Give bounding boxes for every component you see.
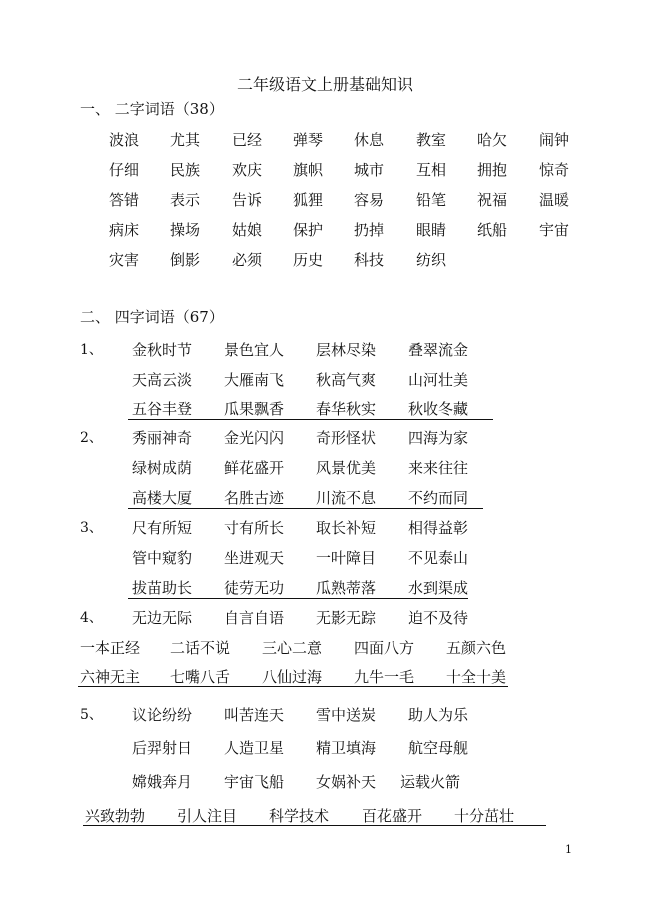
group-number: 5、 — [80, 707, 103, 723]
page-number: 1 — [565, 843, 572, 856]
idiom-item: 寸有所长 — [224, 519, 285, 537]
idiom-item: 航空母舰 — [408, 739, 469, 757]
word-item: 姑娘 — [232, 221, 263, 239]
idiom-item: 一本正经 — [80, 639, 141, 657]
word-item: 惊奇 — [539, 161, 570, 179]
idiom-item: 四海为家 — [408, 429, 469, 447]
idiom-item: 川流不息 — [316, 489, 377, 507]
idiom-item: 尺有所短 — [132, 519, 193, 537]
idiom-item: 瓜熟蒂落 — [316, 579, 377, 597]
idiom-item: 秋收冬藏 — [408, 400, 469, 418]
word-item: 操场 — [170, 221, 201, 239]
word-item: 灾害 — [109, 251, 140, 269]
idiom-item: 科学技术 — [269, 807, 330, 825]
idiom-item: 人造卫星 — [224, 739, 285, 757]
idiom-item: 雪中送炭 — [316, 706, 377, 724]
word-item: 弹琴 — [293, 131, 324, 149]
idiom-item: 四面八方 — [354, 639, 415, 657]
idiom-item: 叠翠流金 — [408, 341, 469, 359]
idiom-item: 层林尽染 — [316, 341, 377, 359]
idiom-item: 嫦娥奔月 — [132, 773, 193, 791]
idiom-item: 百花盛开 — [362, 807, 423, 825]
word-item: 尤其 — [170, 131, 201, 149]
word-item: 欢庆 — [232, 161, 263, 179]
word-item: 保护 — [293, 221, 324, 239]
idiom-item: 金秋时节 — [132, 341, 193, 359]
idiom-item: 相得益彰 — [408, 519, 469, 537]
word-item: 必须 — [232, 251, 263, 269]
word-item: 表示 — [170, 191, 201, 209]
word-item: 闹钟 — [539, 131, 570, 149]
word-item: 城市 — [354, 161, 385, 179]
word-item: 休息 — [354, 131, 385, 149]
idiom-item: 十全十美 — [446, 668, 507, 686]
group-underline — [83, 825, 546, 826]
idiom-item: 引人注目 — [177, 807, 238, 825]
section-heading-four-char-words: 二、 四字词语（67） — [80, 308, 224, 326]
word-item: 告诉 — [232, 191, 263, 209]
idiom-item: 无边无际 — [132, 609, 193, 627]
idiom-item: 后羿射日 — [132, 739, 193, 757]
idiom-item: 六神无主 — [80, 668, 141, 686]
group-underline — [128, 419, 493, 420]
word-item: 拥抱 — [477, 161, 508, 179]
idiom-item: 五颜六色 — [446, 639, 507, 657]
idiom-item: 大雁南飞 — [224, 371, 285, 389]
idiom-item: 景色宜人 — [224, 341, 285, 359]
idiom-item: 九牛一毛 — [354, 668, 415, 686]
idiom-item: 女娲补天 — [316, 773, 377, 791]
idiom-item: 徒劳无功 — [224, 579, 285, 597]
idiom-item: 不约而同 — [408, 489, 469, 507]
word-item: 倒影 — [170, 251, 201, 269]
idiom-item: 五谷丰登 — [132, 400, 193, 418]
idiom-item: 叫苦连天 — [224, 706, 285, 724]
idiom-item: 水到渠成 — [408, 579, 469, 597]
group-number: 2、 — [80, 430, 103, 446]
idiom-item: 鲜花盛开 — [224, 459, 285, 477]
idiom-item: 秀丽神奇 — [132, 429, 193, 447]
idiom-item: 来来往往 — [408, 459, 469, 477]
word-item: 已经 — [232, 131, 263, 149]
idiom-item: 一叶障目 — [316, 549, 377, 567]
idiom-item: 取长补短 — [316, 519, 377, 537]
word-item: 历史 — [293, 251, 324, 269]
idiom-item: 议论纷纷 — [132, 706, 193, 724]
word-item: 眼睛 — [416, 221, 447, 239]
idiom-item: 自言自语 — [224, 609, 285, 627]
word-item: 哈欠 — [477, 131, 508, 149]
idiom-item: 拔苗助长 — [132, 579, 193, 597]
group-underline — [128, 508, 483, 509]
word-item: 祝福 — [477, 191, 508, 209]
word-item: 铅笔 — [416, 191, 447, 209]
idiom-item: 秋高气爽 — [316, 371, 377, 389]
idiom-item: 兴致勃勃 — [85, 807, 146, 825]
word-item: 扔掉 — [354, 221, 385, 239]
idiom-item: 管中窥豹 — [132, 549, 193, 567]
idiom-item: 天高云淡 — [132, 371, 193, 389]
word-item: 教室 — [416, 131, 447, 149]
idiom-item: 瓜果飘香 — [224, 400, 285, 418]
idiom-item: 春华秋实 — [316, 400, 377, 418]
word-item: 宇宙 — [539, 221, 570, 239]
word-item: 纸船 — [477, 221, 508, 239]
page-title: 二年级语文上册基础知识 — [236, 75, 413, 94]
idiom-item: 十分茁壮 — [454, 807, 515, 825]
idiom-item: 七嘴八舌 — [170, 668, 231, 686]
idiom-item: 高楼大厦 — [132, 489, 193, 507]
word-item: 纺织 — [416, 251, 447, 269]
word-item: 科技 — [354, 251, 385, 269]
group-underline — [78, 686, 508, 687]
word-item: 旗帜 — [293, 161, 324, 179]
word-item: 病床 — [109, 221, 140, 239]
idiom-item: 精卫填海 — [316, 739, 377, 757]
idiom-item: 无影无踪 — [316, 609, 377, 627]
idiom-item: 迫不及待 — [408, 609, 469, 627]
section-heading-two-char-words: 一、 二字词语（38） — [80, 100, 224, 118]
idiom-item: 风景优美 — [316, 459, 377, 477]
word-item: 互相 — [416, 161, 447, 179]
word-item: 波浪 — [109, 131, 140, 149]
word-item: 狐狸 — [293, 191, 324, 209]
idiom-item: 名胜古迹 — [224, 489, 285, 507]
idiom-item: 山河壮美 — [408, 371, 469, 389]
idiom-item: 不见泰山 — [408, 549, 469, 567]
idiom-item: 奇形怪状 — [316, 429, 377, 447]
idiom-item: 绿树成荫 — [132, 459, 193, 477]
idiom-item: 宇宙飞船 — [224, 773, 285, 791]
idiom-item: 坐进观天 — [224, 549, 285, 567]
idiom-item: 三心二意 — [262, 639, 323, 657]
word-item: 容易 — [354, 191, 385, 209]
group-number: 4、 — [80, 610, 103, 626]
idiom-item: 助人为乐 — [408, 706, 469, 724]
word-item: 仔细 — [109, 161, 140, 179]
idiom-item: 金光闪闪 — [224, 429, 285, 447]
word-item: 温暖 — [539, 191, 570, 209]
word-item: 民族 — [170, 161, 201, 179]
word-item: 答错 — [109, 191, 140, 209]
idiom-item: 八仙过海 — [262, 668, 323, 686]
idiom-item: 运载火箭 — [400, 773, 461, 791]
group-number: 1、 — [80, 342, 103, 358]
group-number: 3、 — [80, 520, 103, 536]
group-underline — [128, 598, 468, 599]
idiom-item: 二话不说 — [170, 639, 231, 657]
